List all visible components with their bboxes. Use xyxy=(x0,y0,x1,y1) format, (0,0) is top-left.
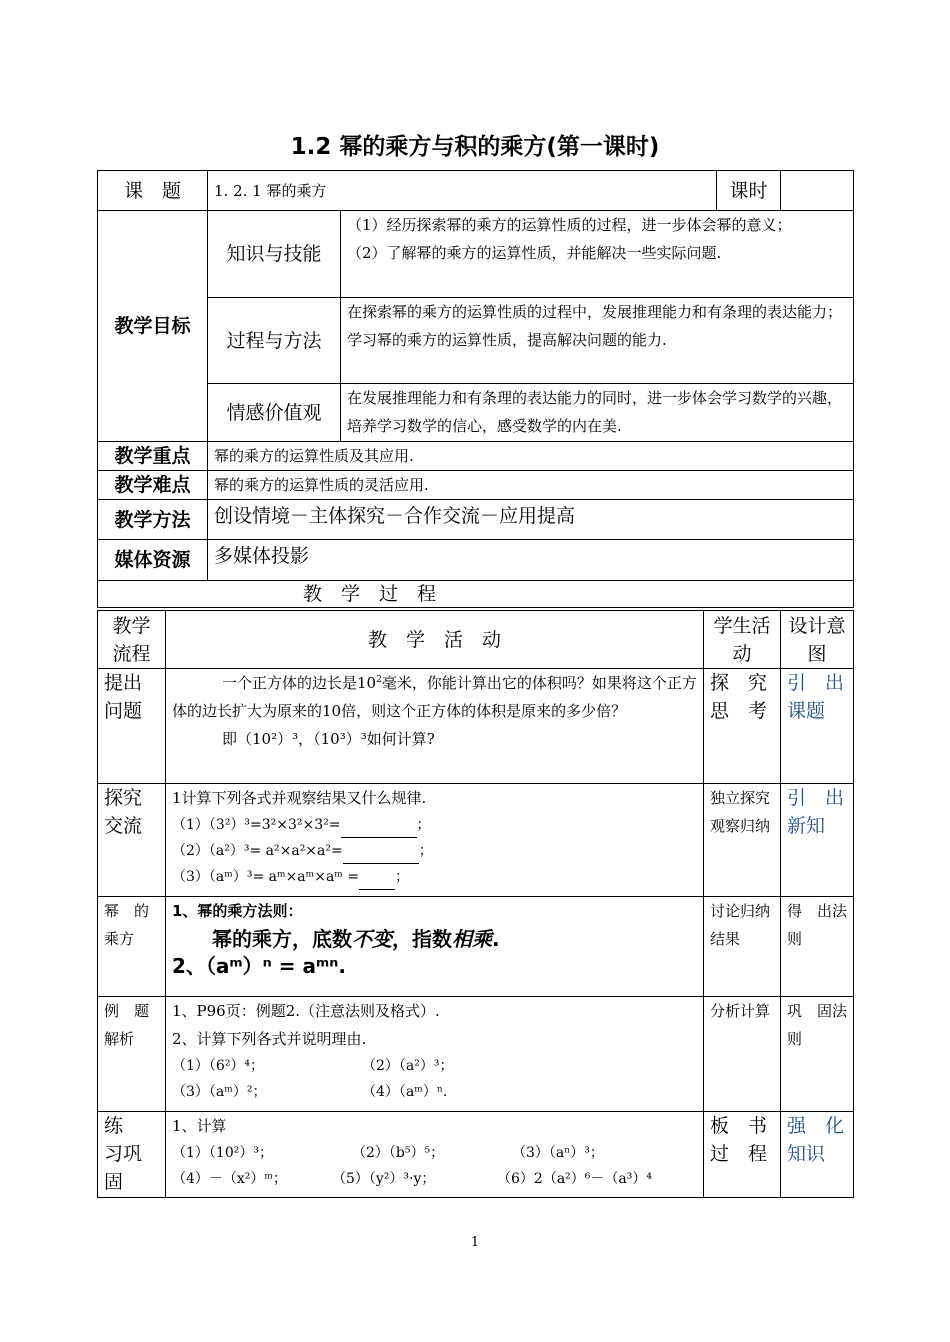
row2-activity: 1计算下列各式并观察结果又什么规律. （1）（3²）³=3²×3²×3²= ； （2）（a²）³= a²×a²×a²= ； （3）（aᵐ）³= aᵐ×aᵐ×aᵐ = ； xyxy=(166,784,704,897)
process-label: 过程与方法 xyxy=(208,298,341,384)
method-text: 创设情境－主体探究－合作交流－应用提高 xyxy=(208,500,854,540)
header-flow: 教学流程 xyxy=(98,611,166,669)
row2-flow: 探究交流 xyxy=(98,784,166,897)
difficulty-text: 幂的乘方的运算性质的灵活应用. xyxy=(208,471,854,500)
page-number: 1 xyxy=(470,1235,480,1250)
header-design: 设计意图 xyxy=(781,611,854,669)
knowledge-text xyxy=(341,211,854,298)
law-part-b: 不变 xyxy=(352,927,392,951)
objectives-label: 教学目标 xyxy=(98,211,208,442)
row1-sup: 2 xyxy=(376,675,382,685)
row1-flow: 提出问题 xyxy=(98,669,166,784)
row2-item-3: （3）（aᵐ）³= aᵐ×aᵐ×aᵐ = xyxy=(172,869,360,885)
period-label: 课时 xyxy=(717,171,781,211)
row4-student: 分析计算 xyxy=(704,997,781,1112)
period-value xyxy=(781,171,854,211)
emotion-text: 在发展推理能力和有条理的表达能力的同时，进一步体会学习数学的兴趣，培养学习数学的信心，感受数学的内在美. xyxy=(341,384,854,442)
row3-activity xyxy=(166,897,704,997)
row2-item-2: （2）（a²）³= a²×a²×a²= xyxy=(172,843,343,859)
key-point-text: 幂的乘方的运算性质及其应用. xyxy=(208,442,854,471)
answer-blank-3[interactable] xyxy=(359,873,395,890)
knowledge-item-1: （1）经历探索幂的乘方的运算性质的过程，进一步体会幂的意义； xyxy=(347,216,792,234)
page-title: 1.2 幂的乘方与积的乘方(第一课时) xyxy=(290,134,660,160)
knowledge-label: 知识与技能 xyxy=(208,211,341,298)
row3-student: 讨论归纳结果 xyxy=(704,897,781,997)
law-part-a: 幂的乘方，底数 xyxy=(212,927,352,951)
row2-item-1: （1）（3²）³=3²×3²×3²= xyxy=(172,817,341,833)
key-point-label: 教学重点 xyxy=(98,442,208,471)
row1-text-a: 一个正方体的边长是10 xyxy=(222,674,377,692)
method-label: 教学方法 xyxy=(98,500,208,540)
row4-design: 巩 固法 则 xyxy=(781,997,854,1112)
row4-item-1: 1、P96页：例题2.（注意法则及格式）. xyxy=(172,1002,440,1020)
row2-student: 独立探究观察归纳 xyxy=(704,784,781,897)
process-text: 在探索幂的乘方的运算性质的过程中，发展推理能力和有条理的表达能力；学习幂的乘方的运算性质，提高解决问题的能力. xyxy=(341,298,854,384)
law-part-c: ，指数 xyxy=(392,927,452,951)
row5-item-2b: （2）（b⁵）⁵； xyxy=(352,1145,445,1161)
row3-flow: 幂 的乘方 xyxy=(98,897,166,997)
row1-text-c: 即（10²）³，（10³）³如何计算? xyxy=(222,730,435,748)
lesson-info-table xyxy=(97,170,854,608)
row5-item-3a: （4）－（x²）ᵐ； xyxy=(172,1171,288,1187)
row1-text-b: 毫米，你能计算出它的体积吗？如果将这个正方体的边长扩大为原来的10倍，则这个正方体的体积是原来的多少倍？ xyxy=(172,674,697,720)
row4-flow: 例 题解析 xyxy=(98,997,166,1112)
header-student: 学生活动 xyxy=(704,611,781,669)
answer-blank-2[interactable] xyxy=(343,847,419,864)
row5-student: 板 书过 程 xyxy=(704,1112,781,1198)
difficulty-label: 教学难点 xyxy=(98,471,208,500)
row4-item-3b: （2）（a²）³； xyxy=(362,1058,454,1074)
row4-item-4b: （4）（aᵐ）ⁿ. xyxy=(362,1084,448,1100)
row5-item-3b: （5）（y²）³·y； xyxy=(332,1171,436,1187)
row5-activity xyxy=(166,1112,704,1198)
answer-blank-1[interactable] xyxy=(341,821,417,838)
law-part-e: . xyxy=(492,927,500,951)
row3-design: 得 出法 则 xyxy=(781,897,854,997)
row5-flow: 练 习巩固 xyxy=(98,1112,166,1198)
row2-intro: 1计算下列各式并观察结果又什么规律. xyxy=(172,789,427,807)
row3-heading: 1、幂的乘方法则： xyxy=(172,902,303,920)
row1-design: 引 出课题 xyxy=(781,669,854,784)
row1-activity xyxy=(166,669,704,784)
emotion-label: 情感价值观 xyxy=(208,384,341,442)
media-text: 多媒体投影 xyxy=(208,540,854,581)
topic-value: 1. 2. 1 幂的乘方 xyxy=(208,171,717,211)
row3-law xyxy=(172,925,697,953)
row5-design: 强 化知识 xyxy=(781,1112,854,1198)
row1-student: 探 究思 考 xyxy=(704,669,781,784)
media-label: 媒体资源 xyxy=(98,540,208,581)
row4-item-3a: （1）（6²）⁴； xyxy=(172,1058,265,1074)
teaching-process-table xyxy=(97,610,863,1198)
law-part-d: 相乘 xyxy=(452,927,492,951)
row5-item-2a: （1）（10²）³； xyxy=(172,1145,273,1161)
row5-item-2c: （3）（aⁿ）³； xyxy=(512,1145,604,1161)
row5-item-1: 1、计算 xyxy=(172,1117,227,1135)
process-title: 教 学 过 程 xyxy=(98,581,854,608)
header-activity: 教 学 活 动 xyxy=(166,611,704,669)
row3-formula: 2、（aᵐ）ⁿ = aᵐⁿ. xyxy=(172,954,346,978)
topic-label: 课 题 xyxy=(98,171,208,211)
row4-item-4a: （3）（aᵐ）²； xyxy=(172,1084,267,1100)
row4-activity xyxy=(166,997,704,1112)
row4-item-2: 2、计算下列各式并说明理由. xyxy=(172,1030,367,1048)
knowledge-item-2: （2）了解幂的乘方的运算性质，并能解决一些实际问题. xyxy=(347,244,722,262)
row2-design: 引 出新知 xyxy=(781,784,854,897)
row5-item-3c: （6）2（a²）⁶－（a³）⁴ xyxy=(497,1171,652,1187)
